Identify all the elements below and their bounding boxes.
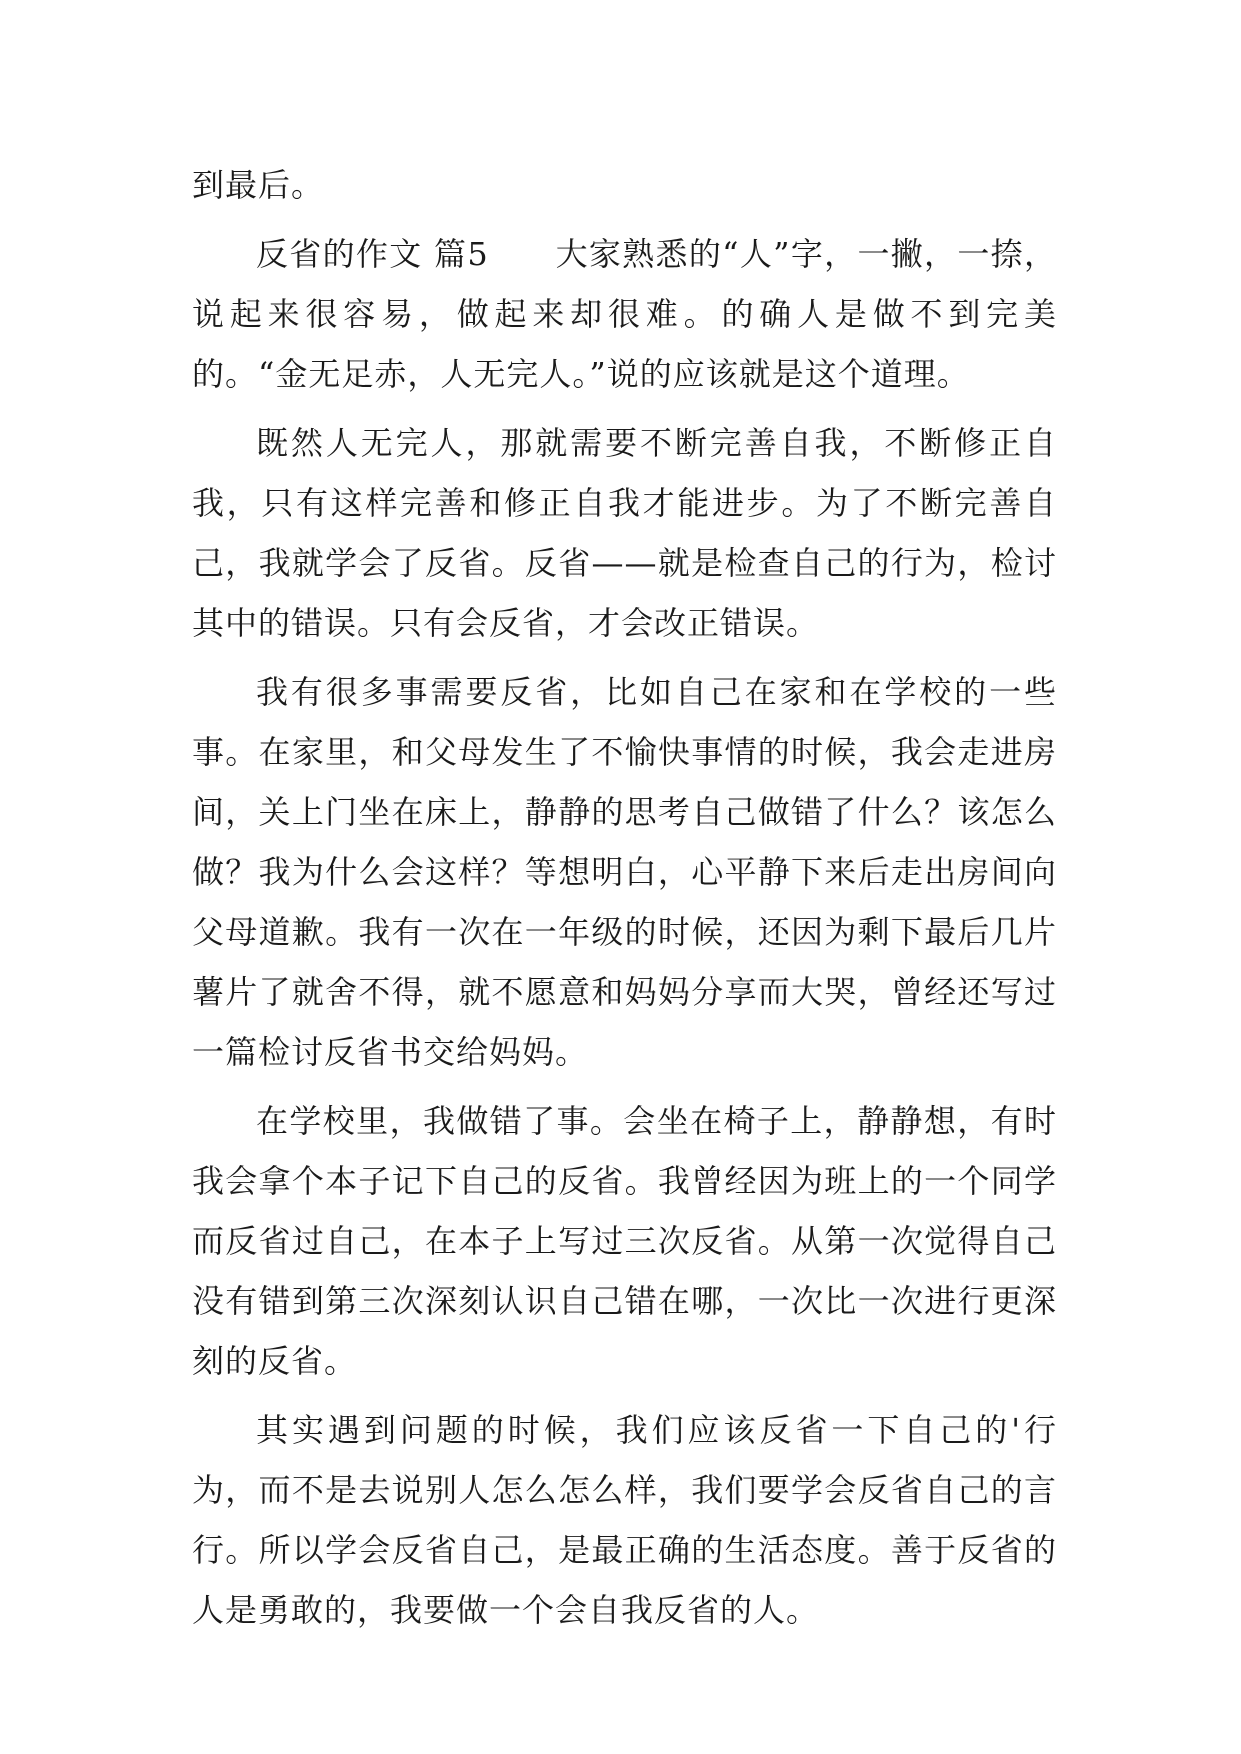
paragraph-essay-title-intro: 反省的作文 篇5 大家熟悉的“人”字，一撇，一捺，说起来很容易，做起来却很难。的确人是做不到完美的。“金无足赤，人无完人。”说的应该就是这个道理。 — [192, 235, 1057, 393]
essay-body — [192, 155, 1057, 1649]
paragraph-home-reflection: 我有很多事需要反省，比如自己在家和在学校的一些事。在家里，和父母发生了不愉快事情的时候，我会走进房间，关上门坐在床上，静静的思考自己做错了什么？该怎么做？我为什么会这样？等想明白，心平静下来后走出房间向父母道歉。我有一次在一年级的时候，还因为剩下最后几片薯片了就舍不得，就不愿意和妈妈分享而大哭，曾经还写过一篇检讨反省书交给妈妈。 — [192, 673, 1057, 1071]
paragraph-continuation: 到最后。 — [192, 166, 325, 204]
paragraph-self-improvement: 既然人无完人，那就需要不断完善自我，不断修正自我，只有这样完善和修正自我才能进步。为了不断完善自己，我就学会了反省。反省——就是检查自己的行为，检讨其中的错误。只有会反省，才会改正错误。 — [192, 424, 1057, 642]
paragraph-school-reflection: 在学校里，我做错了事。会坐在椅子上，静静想，有时我会拿个本子记下自己的反省。我曾经因为班上的一个同学而反省过自己，在本子上写过三次反省。从第一次觉得自己没有错到第三次深刻认识自己错在哪，一次比一次进行更深刻的反省。 — [192, 1102, 1057, 1380]
paragraph-conclusion: 其实遇到问题的时候，我们应该反省一下自己的'行为，而不是去说别人怎么怎么样，我们要学会反省自己的言行。所以学会反省自己，是最正确的生活态度。善于反省的人是勇敢的，我要做一个会自我反省的人。 — [192, 1411, 1057, 1629]
